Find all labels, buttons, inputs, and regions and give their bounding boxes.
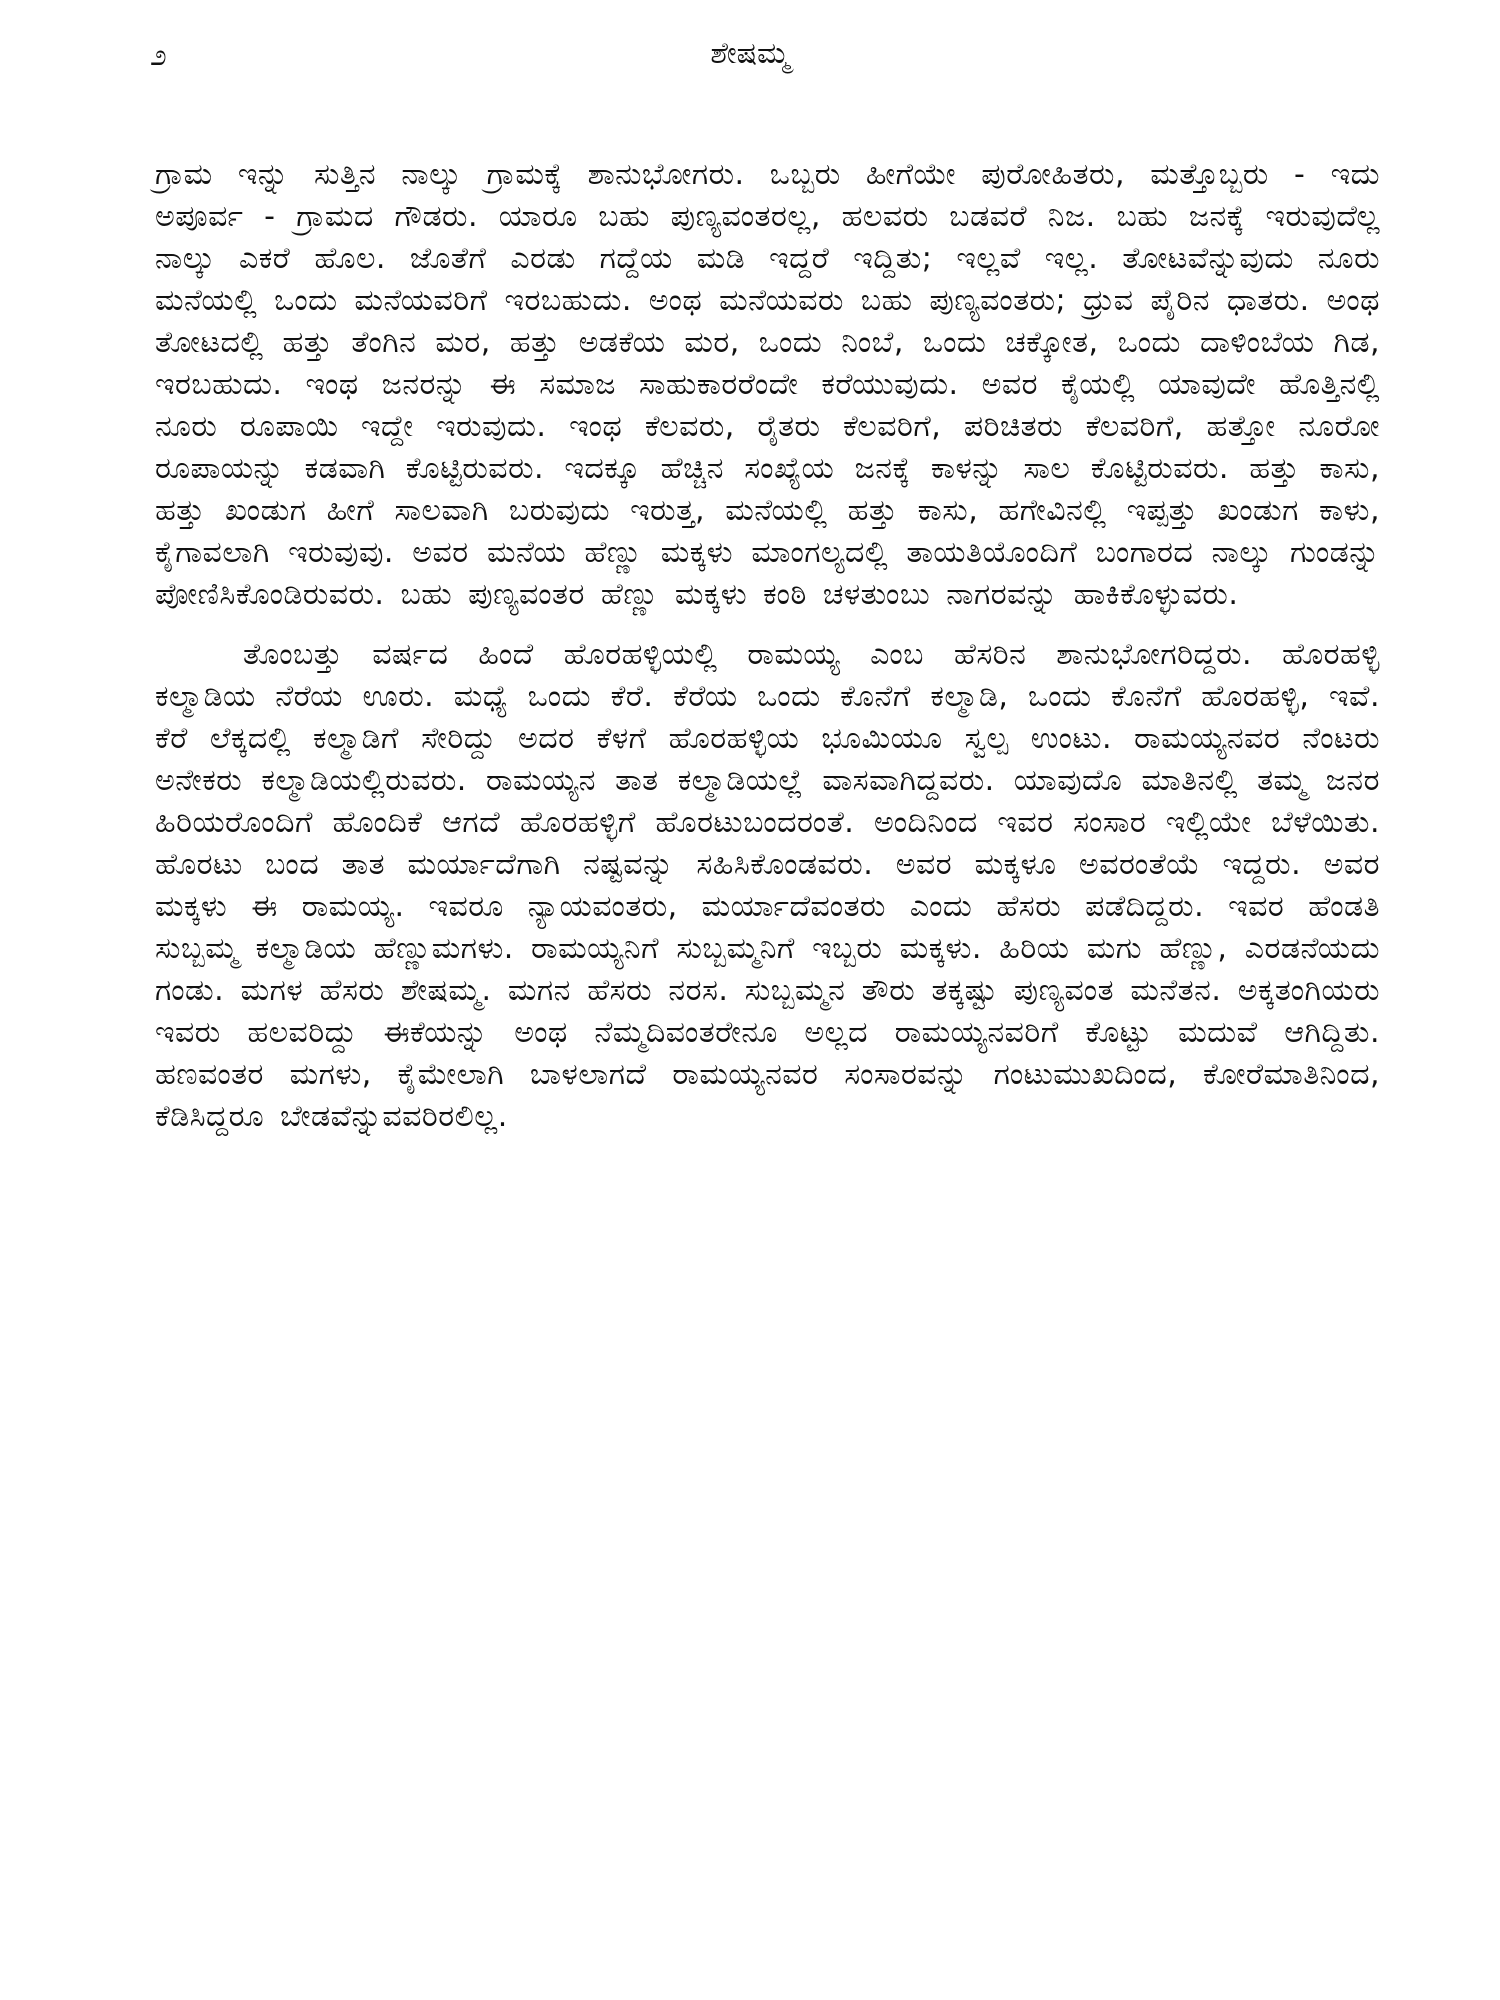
body-text [155, 154, 1380, 1138]
running-head-title: ಶೇಷಮ್ಮ [710, 36, 790, 71]
paragraph-2: ತೊಂಬತ್ತು ವರ್ಷದ ಹಿಂದೆ ಹೊರಹಳ್ಳಿಯಲ್ಲಿ ರಾಮಯ್ಯ ಎಂಬ ಹೆಸರಿನ ಶಾನುಭೋಗರಿದ್ದರು. ಹೊರಹಳ್ಳಿ ಕಲ್ಮಾಡಿಯ ನೆರೆಯ ಊರು. ಮಧ್ಯೆ ಒಂದು ಕೆರೆ. ಕೆರೆಯ ಒಂದು ಕೊನೆಗೆ ಕಲ್ಮಾಡಿ, ಒಂದು ಕೊನೆಗೆ ಹೊರಹಳ್ಳಿ, ಇವೆ. ಕೆರೆ ಲೆಕ್ಕದಲ್ಲಿ ಕಲ್ಮಾಡಿಗೆ ಸೇರಿದ್ದು ಅದರ ಕೆಳಗೆ ಹೊರಹಳ್ಳಿಯ ಭೂಮಿಯೂ ಸ್ವಲ್ಪ ಉಂಟು. ರಾಮಯ್ಯನವರ ನೆಂಟರು ಅನೇಕರು ಕಲ್ಮಾಡಿಯಲ್ಲಿರುವರು. ರಾಮಯ್ಯನ ತಾತ ಕಲ್ಮಾಡಿಯಲ್ಲೆ ವಾಸವಾಗಿದ್ದವರು. ಯಾವುದೊ ಮಾತಿನಲ್ಲಿ ತಮ್ಮ ಜನರ ಹಿರಿಯರೊಂದಿಗೆ ಹೊಂದಿಕೆ ಆಗದೆ ಹೊರಹಳ್ಳಿಗೆ ಹೊರಟುಬಂದರಂತೆ. ಅಂದಿನಿಂದ ಇವರ ಸಂಸಾರ ಇಲ್ಲಿಯೇ ಬೆಳೆಯಿತು. ಹೊರಟು ಬಂದ ತಾತ ಮರ್ಯಾದೆಗಾಗಿ ನಷ್ಟವನ್ನು ಸಹಿಸಿಕೊಂಡವರು. ಅವರ ಮಕ್ಕಳೂ ಅವರಂತೆಯೆ ಇದ್ದರು. ಅವರ ಮಕ್ಕಳು ಈ ರಾಮಯ್ಯ. ಇವರೂ ನ್ಯಾಯವಂತರು, ಮರ್ಯಾದೆವಂತರು ಎಂದು ಹೆಸರು ಪಡೆದಿದ್ದರು. ಇವರ ಹೆಂಡತಿ ಸುಬ್ಬಮ್ಮ ಕಲ್ಮಾಡಿಯ ಹೆಣ್ಣುಮಗಳು. ರಾಮಯ್ಯನಿಗೆ ಸುಬ್ಬಮ್ಮನಿಗೆ ಇಬ್ಬರು ಮಕ್ಕಳು. ಹಿರಿಯ ಮಗು ಹೆಣ್ಣು, ಎರಡನೆಯದು ಗಂಡು. ಮಗಳ ಹೆಸರು ಶೇಷಮ್ಮ. ಮಗನ ಹೆಸರು ನರಸ. ಸುಬ್ಬಮ್ಮನ ತೌರು ತಕ್ಕಷ್ಟು ಪುಣ್ಯವಂತ ಮನೆತನ. ಅಕ್ಕತಂಗಿಯರು ಇವರು ಹಲವರಿದ್ದು ಈಕೆಯನ್ನು ಅಂಥ ನೆಮ್ಮದಿವಂತರೇನೂ ಅಲ್ಲದ ರಾಮಯ್ಯನವರಿಗೆ ಕೊಟ್ಟು ಮದುವೆ ಆಗಿದ್ದಿತು. ಹಣವಂತರ ಮಗಳು, ಕೈಮೇಲಾಗಿ ಬಾಳಲಾಗದೆ ರಾಮಯ್ಯನವರ ಸಂಸಾರವನ್ನು ಗಂಟುಮುಖದಿಂದ, ಕೋರೆಮಾತಿನಿಂದ, ಕೆಡಿಸಿದ್ದರೂ ಬೇಡವೆನ್ನುವವರಿರಲಿಲ್ಲ. [155, 637, 1380, 1134]
paragraph-1: ಗ್ರಾಮ ಇನ್ನು ಸುತ್ತಿನ ನಾಲ್ಕು ಗ್ರಾಮಕ್ಕೆ ಶಾನುಭೋಗರು. ಒಬ್ಬರು ಹೀಗೆಯೇ ಪುರೋಹಿತರು, ಮತ್ತೊಬ್ಬರು - ಇದು ಅಪೂರ್ವ - ಗ್ರಾಮದ ಗೌಡರು. ಯಾರೂ ಬಹು ಪುಣ್ಯವಂತರಲ್ಲ, ಹಲವರು ಬಡವರೆ ನಿಜ. ಬಹು ಜನಕ್ಕೆ ಇರುವುದೆಲ್ಲ ನಾಲ್ಕು ಎಕರೆ ಹೊಲ. ಜೊತೆಗೆ ಎರಡು ಗದ್ದೆಯ ಮಡಿ ಇದ್ದರೆ ಇದ್ದಿತು; ಇಲ್ಲವೆ ಇಲ್ಲ. ತೋಟವೆನ್ನುವುದು ನೂರು ಮನೆಯಲ್ಲಿ ಒಂದು ಮನೆಯವರಿಗೆ ಇರಬಹುದು. ಅಂಥ ಮನೆಯವರು ಬಹು ಪುಣ್ಯವಂತರು; ಧ್ರುವ ಪೈರಿನ ಧಾತರು. ಅಂಥ ತೋಟದಲ್ಲಿ ಹತ್ತು ತೆಂಗಿನ ಮರ, ಹತ್ತು ಅಡಕೆಯ ಮರ, ಒಂದು ನಿಂಬೆ, ಒಂದು ಚಕ್ಕೋತ, ಒಂದು ದಾಳಿಂಬೆಯ ಗಿಡ, ಇರಬಹುದು. ಇಂಥ ಜನರನ್ನು ಈ ಸಮಾಜ ಸಾಹುಕಾರರೆಂದೇ ಕರೆಯುವುದು. ಅವರ ಕೈಯಲ್ಲಿ ಯಾವುದೇ ಹೊತ್ತಿನಲ್ಲಿ ನೂರು ರೂಪಾಯಿ ಇದ್ದೇ ಇರುವುದು. ಇಂಥ ಕೆಲವರು, ರೈತರು ಕೆಲವರಿಗೆ, ಪರಿಚಿತರು ಕೆಲವರಿಗೆ, ಹತ್ತೋ ನೂರೋ ರೂಪಾಯನ್ನು ಕಡವಾಗಿ ಕೊಟ್ಟಿರುವರು. ಇದಕ್ಕೂ ಹೆಚ್ಚಿನ ಸಂಖ್ಯೆಯ ಜನಕ್ಕೆ ಕಾಳನ್ನು ಸಾಲ ಕೊಟ್ಟಿರುವರು. ಹತ್ತು ಕಾಸು, ಹತ್ತು ಖಂಡುಗ ಹೀಗೆ ಸಾಲವಾಗಿ ಬರುವುದು ಇರುತ್ತ, ಮನೆಯಲ್ಲಿ ಹತ್ತು ಕಾಸು, ಹಗೇವಿನಲ್ಲಿ ಇಪ್ಪತ್ತು ಖಂಡುಗ ಕಾಳು, ಕೈಗಾವಲಾಗಿ ಇರುವುವು. ಅವರ ಮನೆಯ ಹೆಣ್ಣು ಮಕ್ಕಳು ಮಾಂಗಲ್ಯದಲ್ಲಿ ತಾಯತಿಯೊಂದಿಗೆ ಬಂಗಾರದ ನಾಲ್ಕು ಗುಂಡನ್ನು ಪೋಣಿಸಿಕೊಂಡಿರುವರು. ಬಹು ಪುಣ್ಯವಂತರ ಹೆಣ್ಣು ಮಕ್ಕಳು ಕಂಠಿ ಚಳತುಂಬು ನಾಗರವನ್ನು ಹಾಕಿಕೊಳ್ಳುವರು. [155, 157, 1380, 612]
page-number: ೨ [150, 38, 167, 73]
